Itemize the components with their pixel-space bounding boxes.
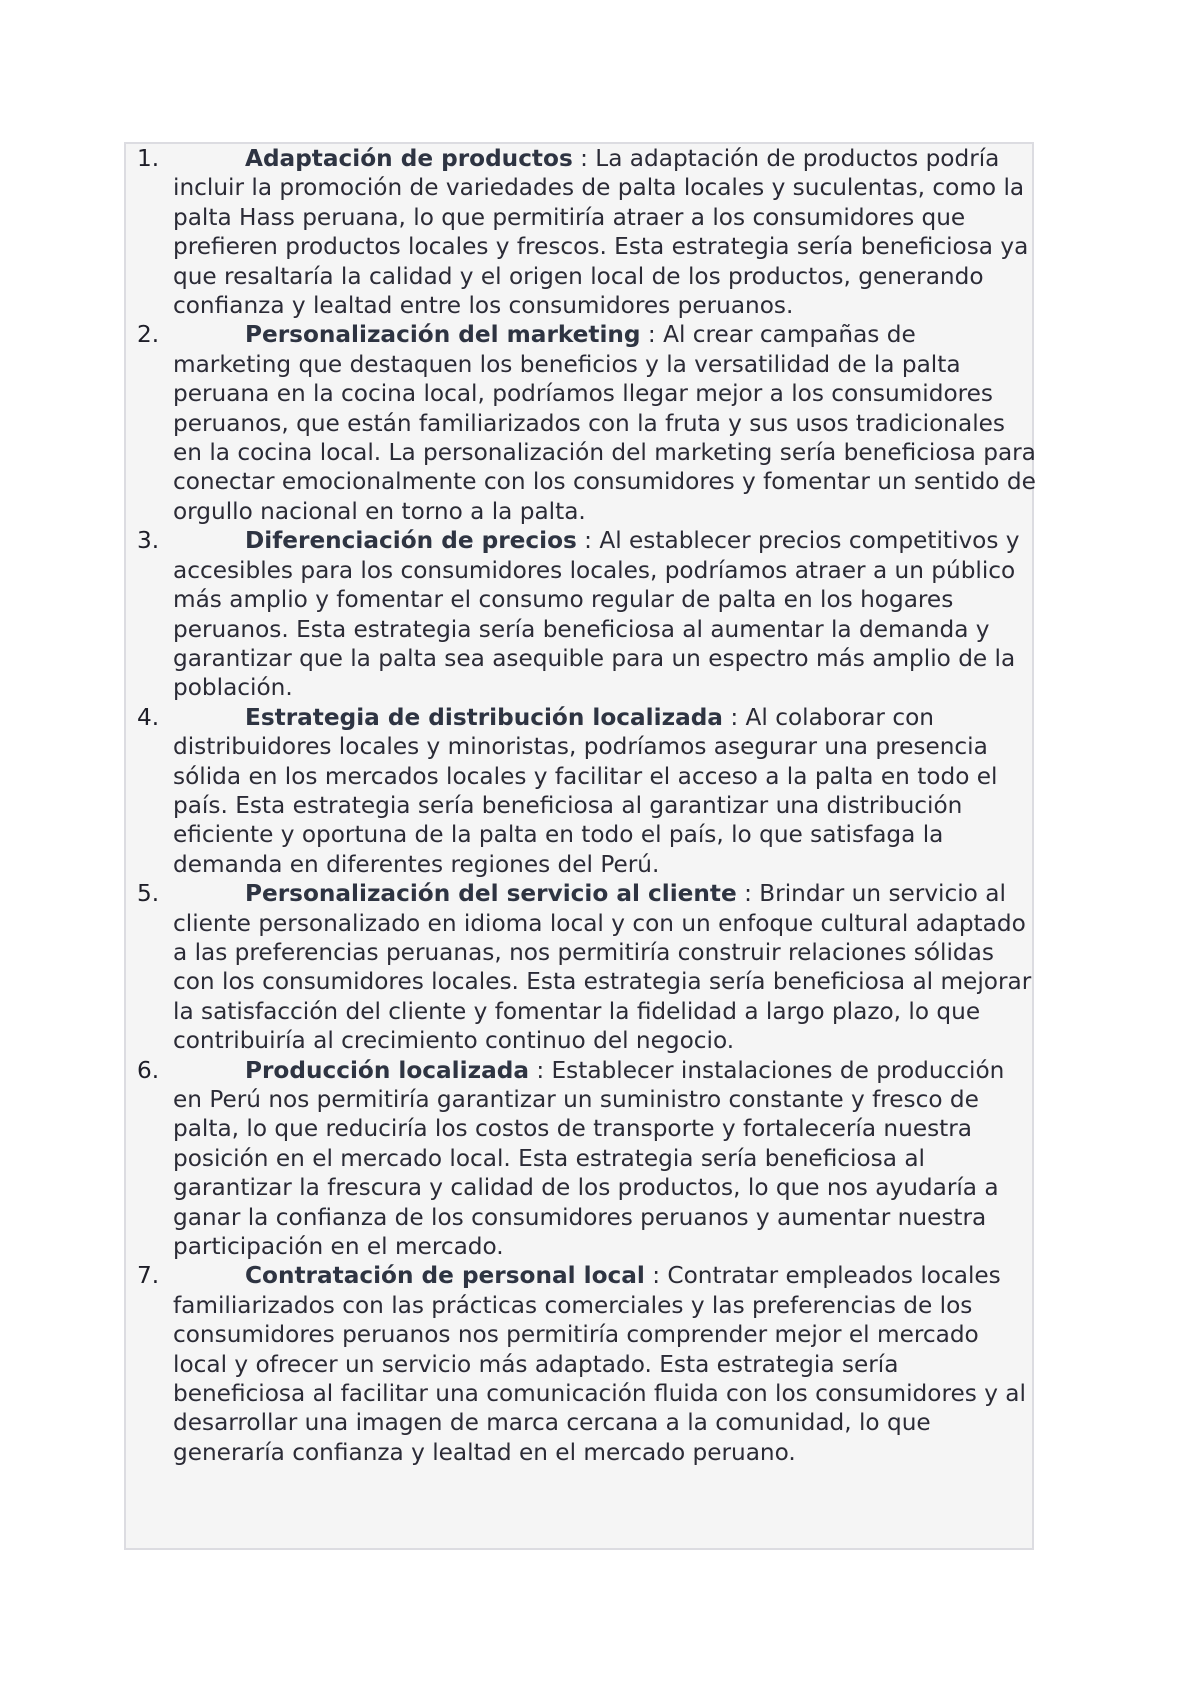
- item-number: 5.: [137, 880, 160, 908]
- item-number: 4.: [137, 703, 160, 731]
- item-term: Contratación de personal local: [245, 1262, 645, 1290]
- item-term: Estrategia de distribución localizada: [245, 703, 723, 731]
- strategy-list-box: [124, 142, 1034, 1550]
- item-text: [173, 1261, 1038, 1467]
- strategy-list: [126, 144, 1036, 1467]
- item-text: [173, 320, 1038, 526]
- item-term: Diferenciación de precios: [245, 527, 577, 555]
- item-description: : Al establecer precios competitivos y accesibles para los consumidores locales, podríamos atraer a un público más amplio y fomentar el consumo regular de palta en los hogares peruanos. Esta estrategia sería beneficiosa al aumentar la demanda y garantizar que la palta sea asequible para un espectro más amplio de la población.: [173, 527, 1020, 702]
- list-item: [126, 703, 1032, 879]
- item-text: [173, 1056, 1038, 1262]
- list-item: [126, 1056, 1032, 1262]
- item-description: : Contratar empleados locales familiarizados con las prácticas comerciales y las preferencias de los consumidores peruanos nos permitiría comprender mejor el mercado local y ofrecer un servicio más adaptado. Esta estrategia sería beneficiosa al facilitar una comunicación fluida con los consumidores y al desarrollar una imagen de marca cercana a la comunidad, lo que generaría confianza y lealtad en el mercado peruano.: [173, 1262, 1026, 1466]
- item-text: [173, 144, 1038, 320]
- item-term: Personalización del servicio al cliente: [245, 880, 737, 908]
- list-item: [126, 879, 1032, 1055]
- item-description: : Brindar un servicio al cliente personalizado en idioma local y con un enfoque cultural adaptado a las preferencias peruanas, nos permitiría construir relaciones sólidas con los consumidores locales. Esta estrategia sería beneficiosa al mejorar la satisfacción del cliente y fomentar la fidelidad a largo plazo, lo que contribuiría al crecimiento continuo del negocio.: [173, 880, 1032, 1055]
- list-item: [126, 1261, 1032, 1467]
- item-number: 6.: [137, 1056, 160, 1084]
- item-description: : La adaptación de productos podría incluir la promoción de variedades de palta locales y suculentas, como la palta Hass peruana, lo que permitiría atraer a los consumidores que prefieren productos locales y frescos. Esta estrategia sería beneficiosa ya que resaltaría la calidad y el origen local de los productos, generando confianza y lealtad entre los consumidores peruanos.: [173, 145, 1029, 320]
- item-number: 7.: [137, 1262, 160, 1290]
- item-text: [173, 879, 1038, 1055]
- item-number: 1.: [137, 145, 160, 172]
- item-term: Adaptación de productos: [245, 145, 573, 172]
- item-number: 2.: [137, 321, 160, 349]
- item-text: [173, 526, 1038, 702]
- item-term: Personalización del marketing: [245, 321, 641, 349]
- item-number: 3.: [137, 527, 160, 555]
- item-text: [173, 703, 1038, 879]
- item-term: Producción localizada: [245, 1056, 529, 1084]
- item-description: : Al colaborar con distribuidores locales y minoristas, podríamos asegurar una presencia sólida en los mercados locales y facilitar el acceso a la palta en todo el país. Esta estrategia sería beneficiosa al garantizar una distribución eficiente y oportuna de la palta en todo el país, lo que satisfaga la demanda en diferentes regiones del Perú.: [173, 703, 998, 878]
- item-description: : Establecer instalaciones de producción en Perú nos permitiría garantizar un suministro constante y fresco de palta, lo que reduciría los costos de transporte y fortalecería nuestra posición en el mercado local. Esta estrategia sería beneficiosa al garantizar la frescura y calidad de los productos, lo que nos ayudaría a ganar la confianza de los consumidores peruanos y aumentar nuestra participación en el mercado.: [173, 1056, 1005, 1261]
- list-item: [126, 320, 1036, 526]
- list-item: [126, 526, 1032, 702]
- list-item: [126, 144, 1032, 320]
- item-description: : Al crear campañas de marketing que destaquen los beneficios y la versatilidad de la palta peruana en la cocina local, podríamos llegar mejor a los consumidores peruanos, que están familiarizados con la fruta y sus usos tradicionales en la cocina local. La personalización del marketing sería beneficiosa para conectar emocionalmente con los consumidores y fomentar un sentido de orgullo nacional en torno a la palta.: [173, 321, 1036, 525]
